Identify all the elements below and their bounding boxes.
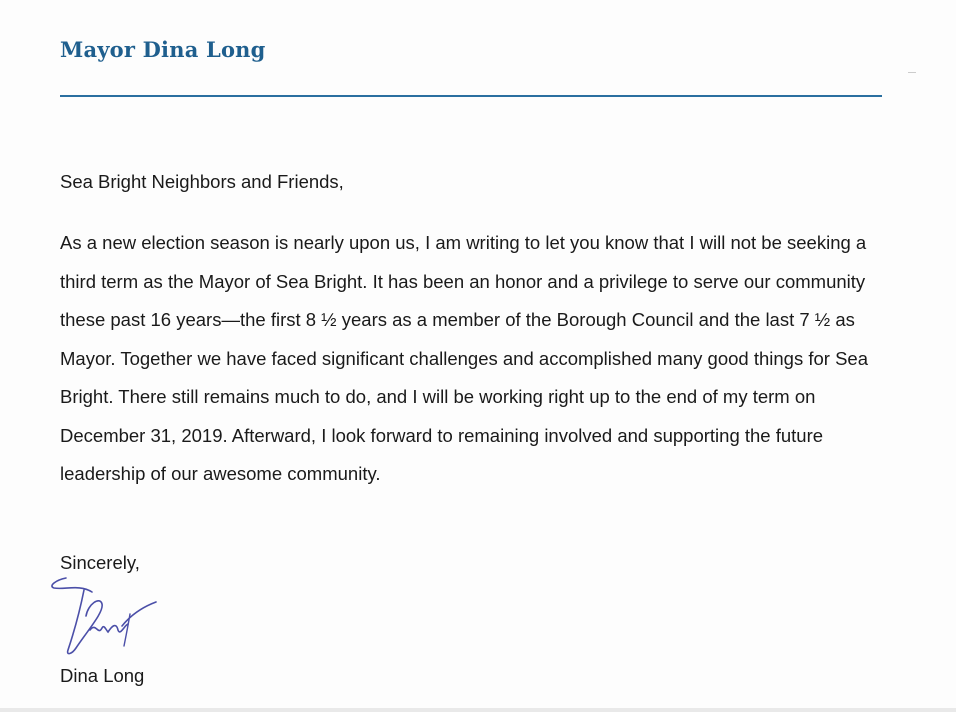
page-bottom-edge bbox=[0, 708, 956, 712]
letterhead-title: Mayor Dina Long bbox=[60, 37, 266, 62]
letter-closing: Sincerely, bbox=[60, 552, 140, 573]
letter-salutation: Sea Bright Neighbors and Friends, bbox=[60, 171, 344, 192]
scan-mark bbox=[908, 72, 916, 73]
handwritten-signature bbox=[44, 570, 174, 665]
signer-name: Dina Long bbox=[60, 665, 145, 686]
letterhead-divider bbox=[60, 95, 882, 97]
letter-body-paragraph: As a new election season is nearly upon us, I am writing to let you know that I will not be seeking a third term as the Mayor of Sea Bright. It has been an honor and a privilege to serve our community these past 16 years—the first 8 ½ years as a member of the Borough Council and the last 7 ½ as Mayor. Together we have faced significant challenges and accomplished many good things for Sea Bright. There still remains much to do, and I will be working right up to the end of my term on December 31, 2019. Afterward, I look forward to remaining involved and supporting the future leadership of our awesome community. bbox=[60, 232, 868, 484]
